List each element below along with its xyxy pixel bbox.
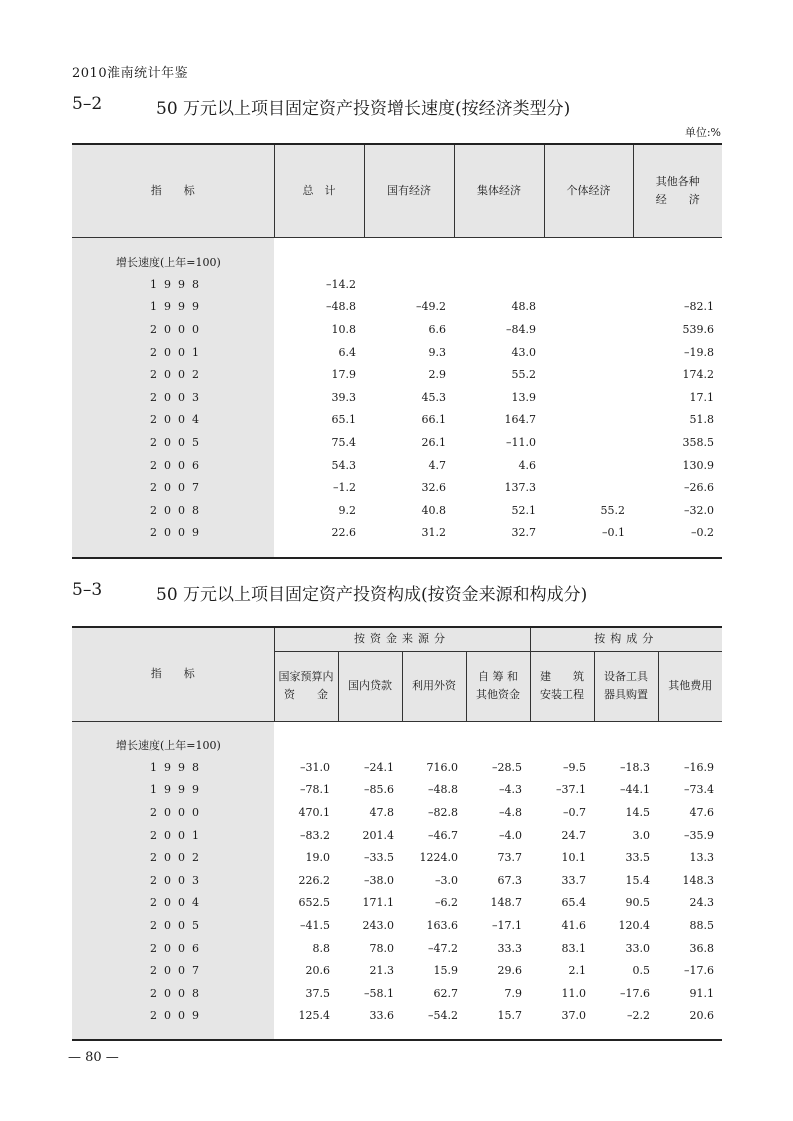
table-cell [530,1027,594,1040]
table-cell: –4.3 [499,783,522,797]
section-label: 增长速度(上年=100) [72,251,274,274]
table-cell [544,273,633,296]
table-cell: 716.0 [426,760,458,774]
table-cell: 0.5 [632,964,650,978]
table-cell: –6.2 [435,896,458,910]
table-cell: 40.8 [421,503,446,517]
table-cell: 32.6 [421,481,446,495]
table-cell [402,1027,466,1040]
table-cell [402,721,466,734]
table-cell [338,721,402,734]
table-cell [544,296,633,319]
table-cell: 66.1 [421,413,446,427]
row-label: 2004 [72,409,274,432]
column-header: 国内贷款 [338,651,402,721]
table-cell: 37.0 [561,1009,586,1023]
table-row [72,386,722,409]
table-cell [544,431,633,454]
table-row [72,363,722,386]
table-cell [274,251,364,274]
column-group-header: 按构成分 [530,627,722,651]
table-cell: 14.5 [625,806,650,820]
table-cell: –46.7 [428,828,458,842]
column-header: 总 计 [274,144,364,237]
table-cell: 7.9 [504,986,522,1000]
column-header-index: 指 标 [72,627,274,721]
column-header: 国家预算内 资 金 [274,651,338,721]
column-header: 国有经济 [364,144,454,237]
table-cell: 8.8 [312,941,330,955]
table-cell: 54.3 [331,458,356,472]
row-label: 2009 [72,1005,274,1028]
table-cell [364,544,454,558]
table-header-row [72,144,722,237]
table-cell: –48.8 [428,783,458,797]
table-row [72,982,722,1005]
table-cell [544,341,633,364]
table-cell: 51.8 [689,413,714,427]
table-cell: –0.7 [563,806,586,820]
table-cell: 47.8 [369,806,394,820]
table-cell [544,544,633,558]
table-row [72,959,722,982]
table-cell: 125.4 [298,1009,330,1023]
table-cell [274,734,338,757]
table-cell: 4.6 [518,458,536,472]
table-cell: 11.0 [561,986,586,1000]
table-cell: –84.9 [506,323,536,337]
row-label: 1999 [72,296,274,319]
row-label: 2006 [72,454,274,477]
table-cell: 32.7 [511,526,536,540]
table-cell: –47.2 [428,941,458,955]
row-label [72,721,274,734]
table-cell [530,734,594,757]
table-row [72,846,722,869]
section-row [72,734,722,757]
table-cell: –35.9 [684,828,714,842]
table-cell [544,237,633,251]
table-cell [544,409,633,432]
row-label: 2008 [72,982,274,1005]
table-cell: 17.9 [331,368,356,382]
column-header: 自 筹 和 其他资金 [466,651,530,721]
row-label: 2001 [72,824,274,847]
table-cell: 130.9 [682,458,714,472]
spacer-row [72,721,722,734]
table-cell [338,1027,402,1040]
table-cell: 9.3 [428,345,446,359]
table-cell: –9.5 [563,760,586,774]
table-cell: –17.6 [620,986,650,1000]
table-5-2 [72,143,722,559]
table-row [72,1005,722,1028]
page-number: — 80 — [68,1050,119,1065]
table-cell: 358.5 [682,436,714,450]
table-cell: 91.1 [689,986,714,1000]
row-label [72,544,274,558]
table-cell: –11.0 [506,436,536,450]
table-cell: –85.6 [364,783,394,797]
table-cell: –33.5 [364,851,394,865]
table-cell: 10.1 [561,851,586,865]
table-cell: 2.9 [428,368,446,382]
table-cell: –19.8 [684,345,714,359]
table-cell: 13.3 [689,851,714,865]
table-cell: 29.6 [497,964,522,978]
table-cell: 9.2 [338,503,356,517]
section-row [72,251,722,274]
table-cell: –18.3 [620,760,650,774]
table-cell: 15.4 [625,873,650,887]
table-cell: 24.3 [689,896,714,910]
table-cell: –82.8 [428,806,458,820]
table-cell: 73.7 [497,851,522,865]
table-number: 5–2 [72,94,103,114]
table-cell: –49.2 [416,300,446,314]
row-label: 1998 [72,273,274,296]
table-cell: –54.2 [428,1009,458,1023]
table-cell: –0.1 [602,526,625,540]
row-label: 2000 [72,318,274,341]
table-cell: 39.3 [331,390,356,404]
table-cell: 539.6 [682,323,714,337]
table-cell: 45.3 [421,390,446,404]
table-cell: –82.1 [684,300,714,314]
table-cell [544,454,633,477]
row-label: 2005 [72,431,274,454]
table-cell: 33.0 [625,941,650,955]
table-cell: –48.8 [326,300,356,314]
table-cell: –17.1 [492,919,522,933]
table-cell: 78.0 [369,941,394,955]
table-row [72,273,722,296]
table-cell: 33.7 [561,873,586,887]
spacer-row [72,237,722,251]
table-cell [274,721,338,734]
table-row [72,341,722,364]
spacer-row [72,1027,722,1040]
table-cell [466,1027,530,1040]
table-cell: 174.2 [682,368,714,382]
table-cell [454,273,544,296]
table-row [72,801,722,824]
table-row [72,454,722,477]
row-label: 2008 [72,499,274,522]
row-label: 1999 [72,779,274,802]
row-label: 2002 [72,846,274,869]
column-header: 其他费用 [658,651,722,721]
table-row [72,937,722,960]
table-cell: 65.4 [561,896,586,910]
table-cell: –37.1 [556,783,586,797]
table-cell: 33.6 [369,1009,394,1023]
column-header: 设备工具 器具购置 [594,651,658,721]
table-row [72,409,722,432]
table-cell: 201.4 [362,828,394,842]
table-cell [364,251,454,274]
section-label: 增长速度(上年=100) [72,734,274,757]
table-cell: –83.2 [300,828,330,842]
table-cell: 83.1 [561,941,586,955]
table-cell: 6.6 [428,323,446,337]
table-cell [594,734,658,757]
table-row [72,869,722,892]
table-cell [402,734,466,757]
table-5-3 [72,626,722,1041]
table-row [72,756,722,779]
table-cell: –78.1 [300,783,330,797]
table-cell [466,721,530,734]
table-cell: 17.1 [689,390,714,404]
row-label: 2005 [72,914,274,937]
table-cell: –2.2 [627,1009,650,1023]
row-label: 2001 [72,341,274,364]
table-cell: 19.0 [305,851,330,865]
table-cell: 48.8 [511,300,536,314]
table-cell: 88.5 [689,919,714,933]
table-cell [338,734,402,757]
table-title: 50 万元以上项目固定资产投资增长速度(按经济类型分) [156,99,571,119]
table-cell [274,544,364,558]
table-row [72,431,722,454]
column-header: 集体经济 [454,144,544,237]
table-cell: 43.0 [511,345,536,359]
table-cell [364,273,454,296]
column-header: 利用外资 [402,651,466,721]
table-cell: 10.8 [331,323,356,337]
table-cell: 15.7 [497,1009,522,1023]
table-cell [544,318,633,341]
table-cell: 67.3 [497,873,522,887]
table-cell: 90.5 [625,896,650,910]
table-cell: 470.1 [298,806,330,820]
table-cell: –31.0 [300,760,330,774]
table-cell [466,734,530,757]
table-cell: 163.6 [426,919,458,933]
row-label: 2002 [72,363,274,386]
table-row [72,892,722,915]
table-cell [633,237,722,251]
table-cell: 31.2 [421,526,446,540]
table-cell: 52.1 [511,503,536,517]
column-header-index: 指 标 [72,144,274,237]
table-header-group-row [72,627,722,651]
table-cell: 24.7 [561,828,586,842]
table-cell: 13.9 [511,390,536,404]
table-cell [274,237,364,251]
row-label: 2000 [72,801,274,824]
table-cell: 15.9 [433,964,458,978]
table-cell [633,544,722,558]
table-cell [364,237,454,251]
table-cell: 1224.0 [419,851,458,865]
table-cell: 47.6 [689,806,714,820]
table-cell: 171.1 [362,896,394,910]
row-label: 2007 [72,959,274,982]
table-cell: –17.6 [684,964,714,978]
table-cell: 652.5 [298,896,330,910]
spacer-row [72,544,722,558]
table-cell: –16.9 [684,760,714,774]
table-cell: 148.7 [490,896,522,910]
table-cell: 62.7 [433,986,458,1000]
table-cell [594,721,658,734]
table-cell: –58.1 [364,986,394,1000]
table-cell [658,734,722,757]
table-cell: 65.1 [331,413,356,427]
table-cell [633,251,722,274]
table-cell: –28.5 [492,760,522,774]
table-cell [454,544,544,558]
table-cell: –1.2 [333,481,356,495]
table-cell: –14.2 [326,277,356,291]
table-row [72,499,722,522]
table-cell: 164.7 [504,413,536,427]
row-label: 2009 [72,522,274,545]
table-row [72,824,722,847]
table-cell [633,273,722,296]
table-cell: 226.2 [298,873,330,887]
row-label: 1998 [72,756,274,779]
table-cell [454,251,544,274]
table-cell [658,721,722,734]
row-label: 2003 [72,386,274,409]
table-cell: –4.8 [499,806,522,820]
table-cell: –32.0 [684,503,714,517]
column-group-header: 按资金来源分 [274,627,530,651]
table-cell [544,251,633,274]
table-cell: 120.4 [618,919,650,933]
row-label [72,1027,274,1040]
table-cell: 26.1 [421,436,446,450]
table-row [72,318,722,341]
table-cell: –41.5 [300,919,330,933]
table-cell: –4.0 [499,828,522,842]
table-row [72,779,722,802]
table-cell: 55.2 [600,503,625,517]
unit-label: 单位:% [684,126,721,139]
table-cell: 243.0 [362,919,394,933]
row-label [72,237,274,251]
table-cell: 33.3 [497,941,522,955]
table-cell: 22.6 [331,526,356,540]
table-cell: 137.3 [504,481,536,495]
row-label: 2006 [72,937,274,960]
table-row [72,296,722,319]
table-cell: –44.1 [620,783,650,797]
table-row [72,914,722,937]
row-label: 2007 [72,476,274,499]
table-title: 50 万元以上项目固定资产投资构成(按资金来源和构成分) [156,585,588,605]
table-row [72,522,722,545]
table-cell: 20.6 [305,964,330,978]
table-cell [544,386,633,409]
column-header: 其他各种 经 济 [633,144,722,237]
table-cell: 3.0 [632,828,650,842]
row-label: 2004 [72,892,274,915]
table-cell: 41.6 [561,919,586,933]
table-cell [274,1027,338,1040]
table-cell [594,1027,658,1040]
table-cell: 6.4 [338,345,356,359]
table-cell: 4.7 [428,458,446,472]
table-cell: 37.5 [305,986,330,1000]
table-cell: 21.3 [369,964,394,978]
table-cell: 148.3 [682,873,714,887]
table-number: 5–3 [72,580,103,600]
table-cell: –38.0 [364,873,394,887]
table-row [72,476,722,499]
table-cell: –24.1 [364,760,394,774]
table-cell: –0.2 [691,526,714,540]
table-cell: 33.5 [625,851,650,865]
table-cell: 75.4 [331,436,356,450]
column-header: 建 筑 安装工程 [530,651,594,721]
table-cell: –73.4 [684,783,714,797]
table-cell: 55.2 [511,368,536,382]
table-cell: 36.8 [689,941,714,955]
table-cell [658,1027,722,1040]
table-cell: –3.0 [435,873,458,887]
table-cell [530,721,594,734]
column-header: 个体经济 [544,144,633,237]
table-cell [544,476,633,499]
running-head: 2010淮南统计年鉴 [72,66,189,81]
row-label: 2003 [72,869,274,892]
table-cell [544,363,633,386]
table-cell: 20.6 [689,1009,714,1023]
table-cell: –26.6 [684,481,714,495]
table-cell: 2.1 [568,964,586,978]
table-cell [454,237,544,251]
